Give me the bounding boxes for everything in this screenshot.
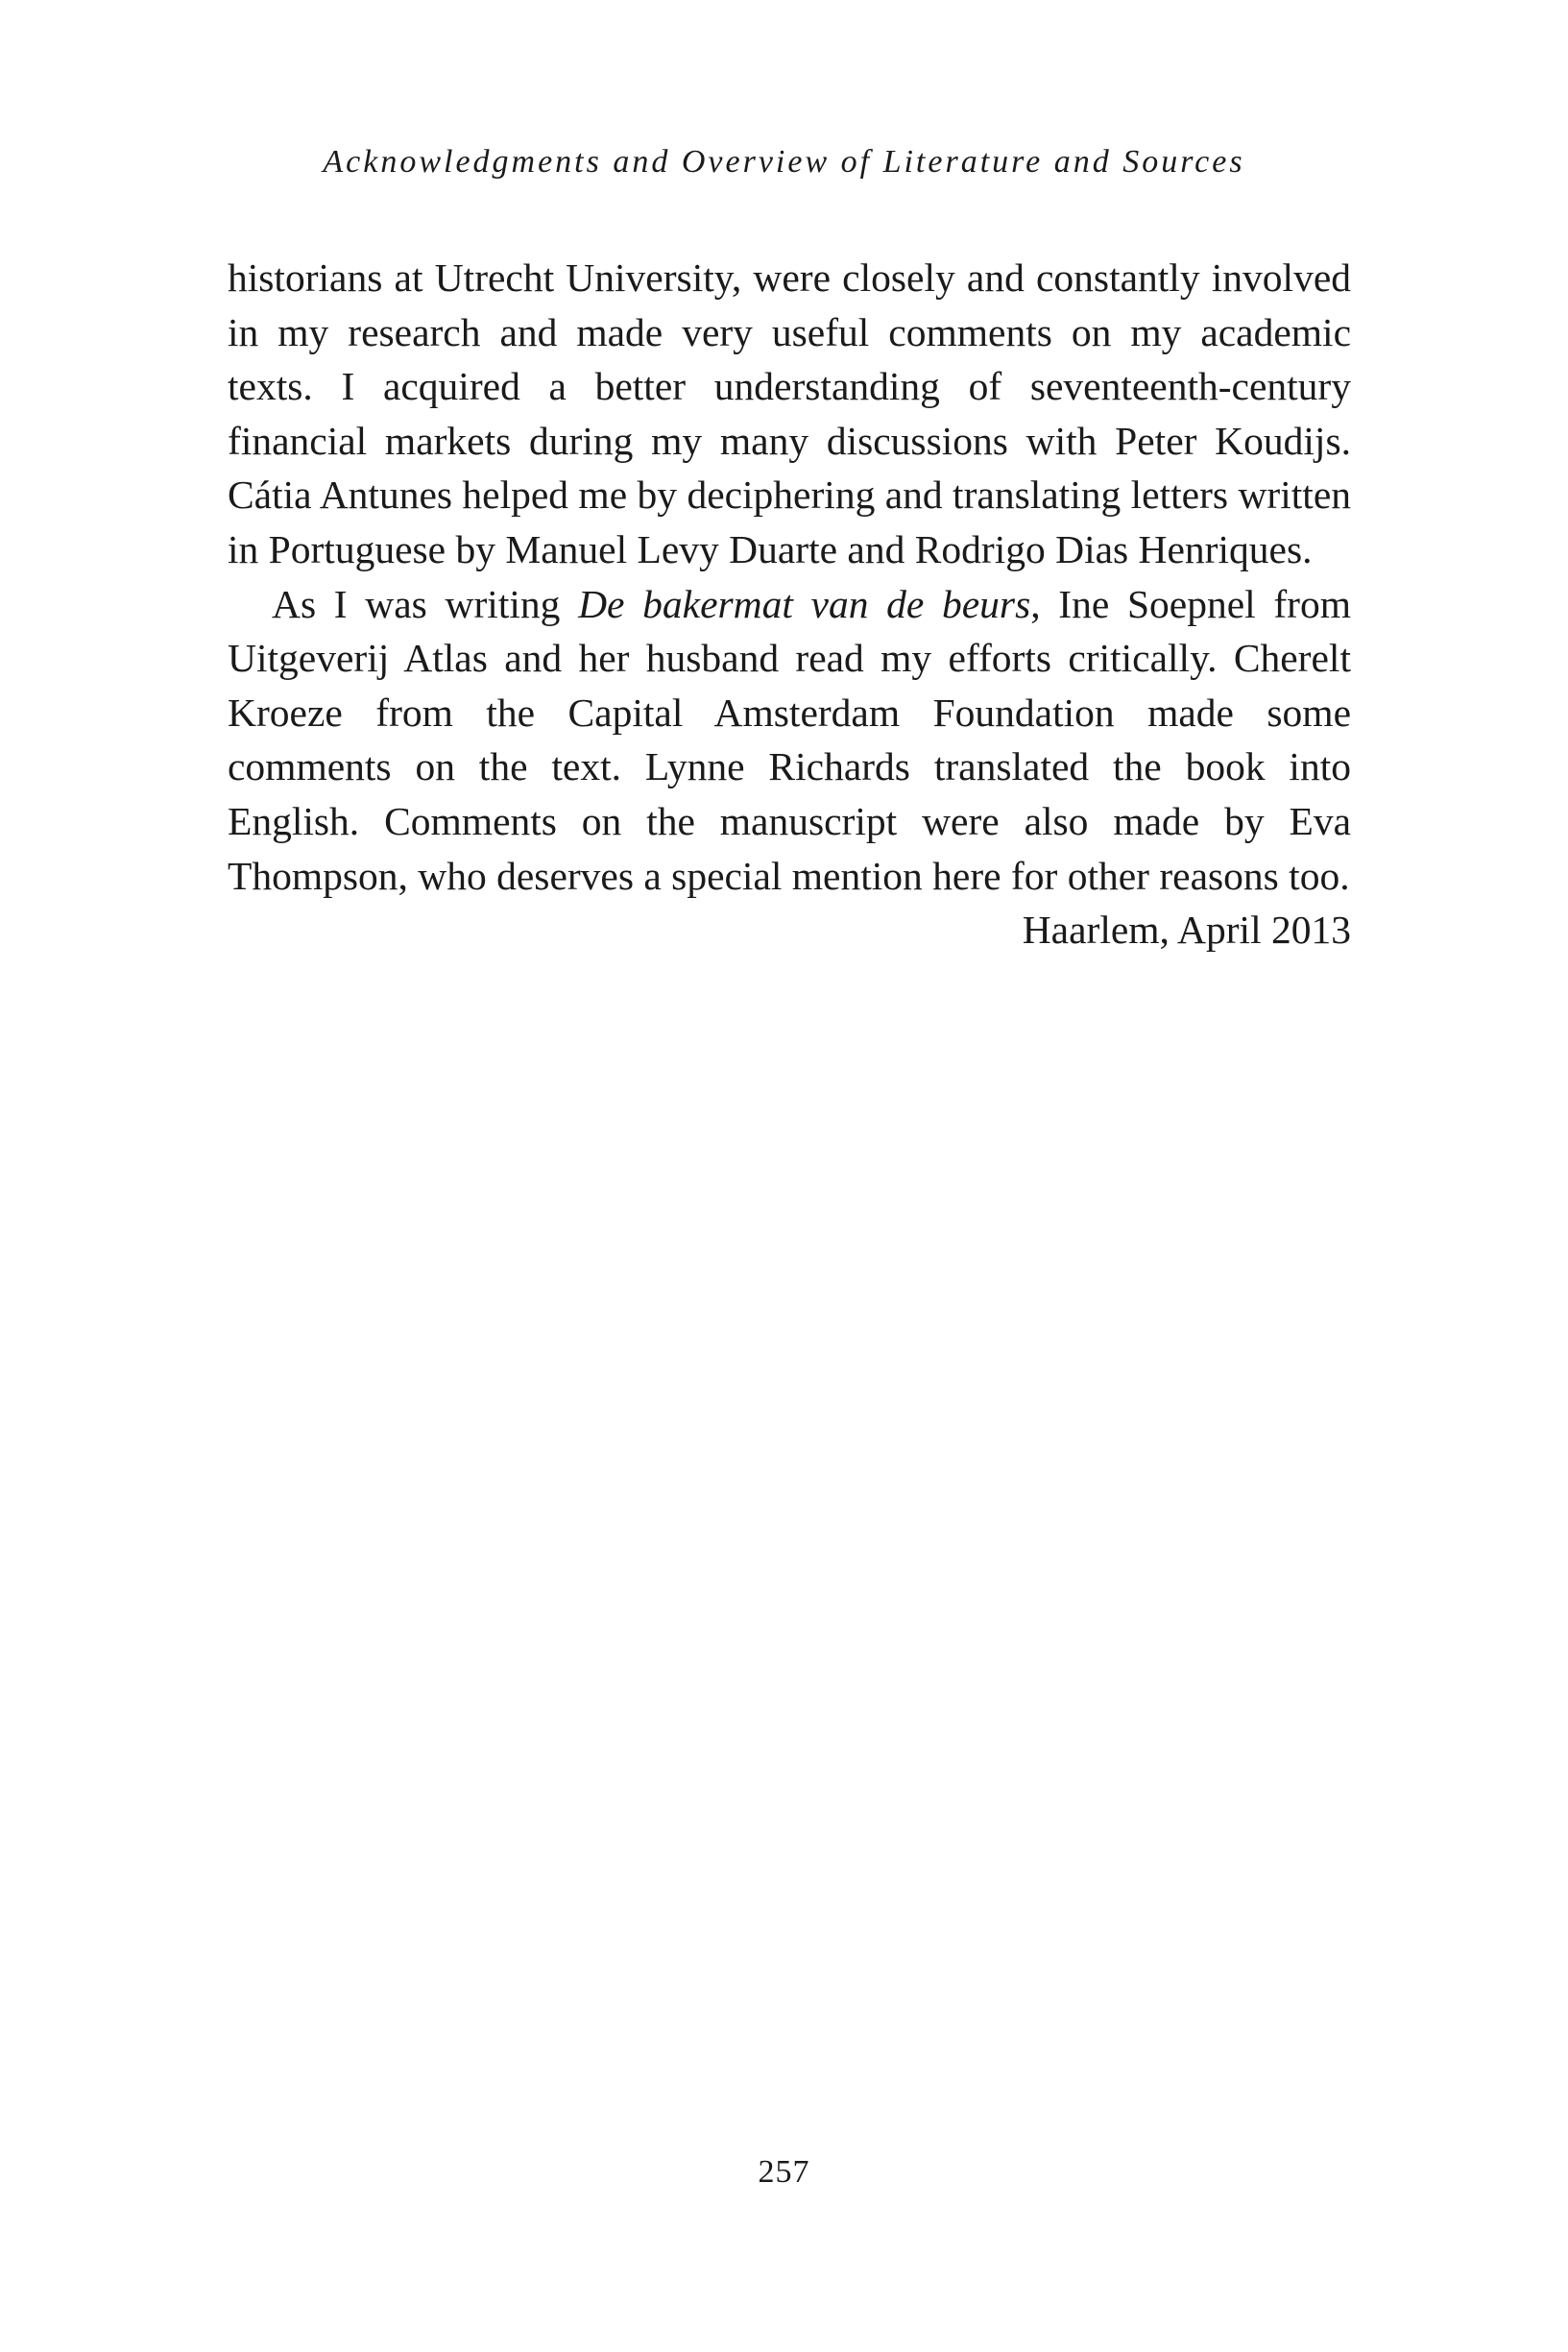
body-text — [228, 251, 1351, 958]
paragraph-second-lead: As I was writing — [272, 581, 579, 626]
running-head-title: Acknowledgments and Overview of Literature and Sources — [323, 144, 1245, 180]
book-title-italic: De bakermat van de beurs — [578, 581, 1031, 626]
place-date-signoff: Haarlem, April 2013 — [1022, 908, 1351, 953]
paragraph-second — [228, 577, 1351, 904]
page-number: 257 — [758, 2154, 810, 2190]
paragraph-second-rest: , Ine Soepnel from Uitgeverij Atlas and her husband read my efforts critically. Cherelt Kroeze from the Capital Amsterdam Foundation made some comments on the text. Lynne Richards translated the book into English. Comments on the manuscript were also made by Eva Thompson, who deserves a special mention here for other reasons too. — [228, 581, 1351, 898]
paragraph-continuation: historians at Utrecht University, were closely and constantly involved in my research and made very useful comments on my academic texts. I acquired a better understanding of seventeenth-century financial markets during my many discussions with Peter Koudijs. Cátia Antunes helped me by deciphering and translating letters written in Portuguese by Manuel Levy Duarte and Rodrigo Dias Henriques. — [228, 255, 1351, 571]
